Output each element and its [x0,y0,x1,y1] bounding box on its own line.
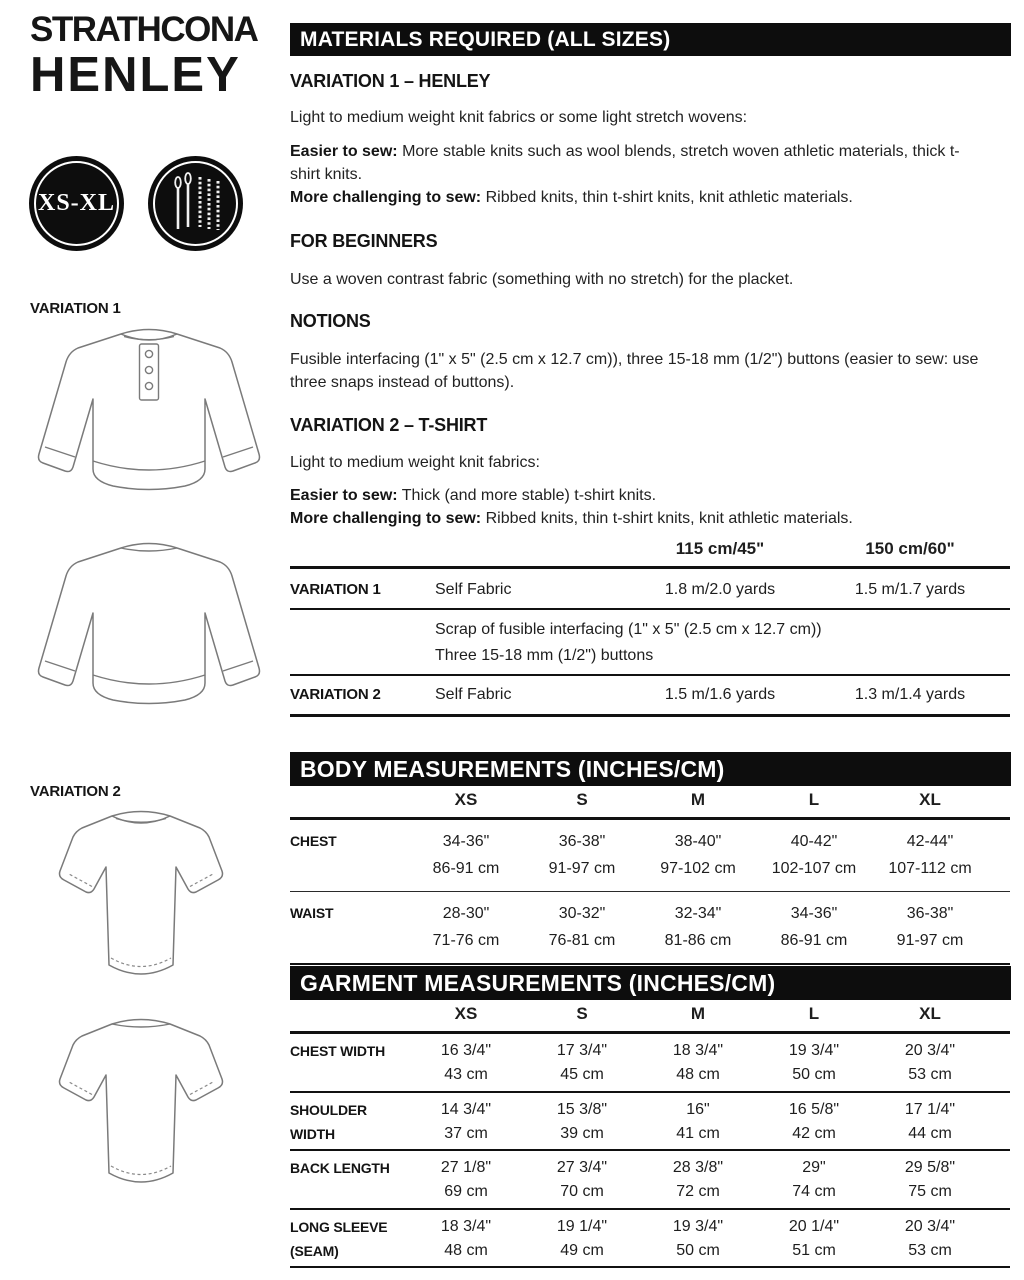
size-header-row [290,1004,1010,1034]
for-beginners-text: Use a woven contrast fabric (something with no stretch) for the placket. [290,271,794,288]
variation2-heading: VARIATION 2 – T-SHIRT [290,415,488,435]
size-header-xl: XL [919,790,941,809]
row-label: BACK LENGTH [290,1160,390,1176]
garment-measurements-table [290,1004,1010,1268]
size-header-xl: XL [919,1004,941,1023]
for-beginners-heading: FOR BEGINNERS [290,231,438,251]
variation2-intro: Light to medium weight knit fabrics: [290,454,540,471]
row-label: CHEST [290,833,337,849]
needles-icon [147,155,244,252]
fabric-table-header-row [290,534,1010,569]
fabric-width-header-150: 150 cm/60" [865,539,955,558]
variation1-intro: Light to medium weight knit fabrics or some light stretch wovens: [290,109,748,126]
more-challenging-label: More challenging to sew: [290,510,482,527]
size-header-xs: XS [454,1004,478,1023]
henley-back-illustration [33,534,265,739]
table-row-shoulder-width: SHOULDER WIDTH 14 3/4" 37 cm 15 3/8" 39 cm 16" 41 cm 16 5/8" 42 cm 17 1/4" 44 cm [290,1093,1010,1152]
pattern-title [30,10,257,100]
fabric-row-item: Self Fabric [435,581,512,598]
fabric-requirements-table [290,534,1010,717]
garment-measurements-banner: GARMENT MEASUREMENTS (INCHES/CM) [290,966,1011,1000]
left-column [0,0,290,1280]
table-row-waist: WAIST 28-30" 71-76 cm 30-32" 76-81 cm 32-34" 81-86 cm 34-36" 86-91 cm 36-38" 91-97 cm [290,892,1010,965]
right-column [290,0,1011,1280]
pattern-title-line2: HENLEY [30,48,241,102]
fabric-notes [435,617,822,669]
size-header-xs: XS [454,790,478,809]
row-label: WAIST [290,905,334,921]
needles-badge [147,155,244,252]
size-header-m: M [690,790,706,809]
more-challenging-label: More challenging to sew: [290,189,482,206]
variation1-heading: VARIATION 1 – HENLEY [290,71,491,91]
fabric-note-buttons: Three 15-18 mm (1/2") buttons [435,647,654,664]
size-range-badge [28,155,125,252]
table-row-long-sleeve-seam: LONG SLEEVE (SEAM) 18 3/4" 48 cm 19 1/4" 49 cm 19 3/4" 50 cm 20 1/4" 51 cm 20 3/4" 53 cm [290,1210,1010,1269]
size-header-l: L [808,790,820,809]
row-label: CHEST WIDTH [290,1043,386,1059]
fabric-row-yardage-150: 1.3 m/1.4 yards [854,686,966,703]
fabric-notes-row [290,610,1010,676]
size-header-l: L [808,1004,820,1023]
fabric-row-yardage-115: 1.8 m/2.0 yards [664,581,776,598]
fabric-row-variation2 [290,676,1010,717]
size-header-row [290,790,1010,820]
fabric-note-interfacing: Scrap of fusible interfacing (1" x 5" (2.5 cm x 12.7 cm)) [435,621,822,638]
fabric-row-item: Self Fabric [435,686,512,703]
henley-front-illustration [33,321,265,521]
body-measurements-banner: BODY MEASUREMENTS (INCHES/CM) [290,752,1011,786]
fabric-row-yardage-150: 1.5 m/1.7 yards [854,581,966,598]
size-header-s: S [576,1004,588,1023]
notions-heading: NOTIONS [290,311,371,331]
size-range-text: XS-XL [37,190,115,216]
variation1-sewing-notes [290,140,982,209]
tshirt-front-illustration [50,803,232,1001]
more-challenging-text: Ribbed knits, thin t-shirt knits, knit athletic materials. [485,189,853,206]
fabric-row-variation1 [290,569,1010,610]
size-header-s: S [576,790,588,809]
row-label: LONG SLEEVE (SEAM) [290,1218,388,1259]
easier-to-sew-text: Thick (and more stable) t-shirt knits. [401,487,657,504]
table-row-back-length: BACK LENGTH 27 1/8" 69 cm 27 3/4" 70 cm 28 3/8" 72 cm 29" 74 cm 29 5/8" 75 cm [290,1151,1010,1210]
row-label: SHOULDER WIDTH [290,1101,367,1142]
more-challenging-text: Ribbed knits, thin t-shirt knits, knit athletic materials. [485,510,853,527]
fabric-width-header-115: 115 cm/45" [675,539,765,558]
easier-to-sew-label: Easier to sew: [290,143,398,160]
variation2-sewing-notes [290,484,853,530]
easier-to-sew-text: More stable knits such as wool blends, stretch woven athletic materials, thick t-shirt knits. [290,143,960,183]
fabric-row-label: VARIATION 2 [290,686,381,703]
easier-to-sew-label: Easier to sew: [290,487,398,504]
fabric-row-label: VARIATION 1 [290,581,381,598]
fabric-row-yardage-115: 1.5 m/1.6 yards [664,686,776,703]
pattern-title-line1: STRATHCONA [30,10,258,49]
notions-text: Fusible interfacing (1" x 5" (2.5 cm x 12.7 cm)), three 15-18 mm (1/2") buttons (easier to sew: use three snaps instead of buttons). [290,351,979,391]
table-row-chest-width: CHEST WIDTH 16 3/4" 43 cm 17 3/4" 45 cm 18 3/4" 48 cm 19 3/4" 50 cm 20 3/4" 53 cm [290,1034,1010,1093]
body-measurements-table [290,790,1010,965]
variation2-label: VARIATION 2 [30,783,121,800]
tshirt-back-illustration [50,1011,232,1209]
variation1-label: VARIATION 1 [30,300,121,317]
table-row-chest: CHEST 34-36" 86-91 cm 36-38" 91-97 cm 38-40" 97-102 cm 40-42" 102-107 cm 42-44" 107-112 cm [290,820,1010,892]
materials-required-banner: MATERIALS REQUIRED (ALL SIZES) [290,23,1011,56]
size-header-m: M [690,1004,706,1023]
